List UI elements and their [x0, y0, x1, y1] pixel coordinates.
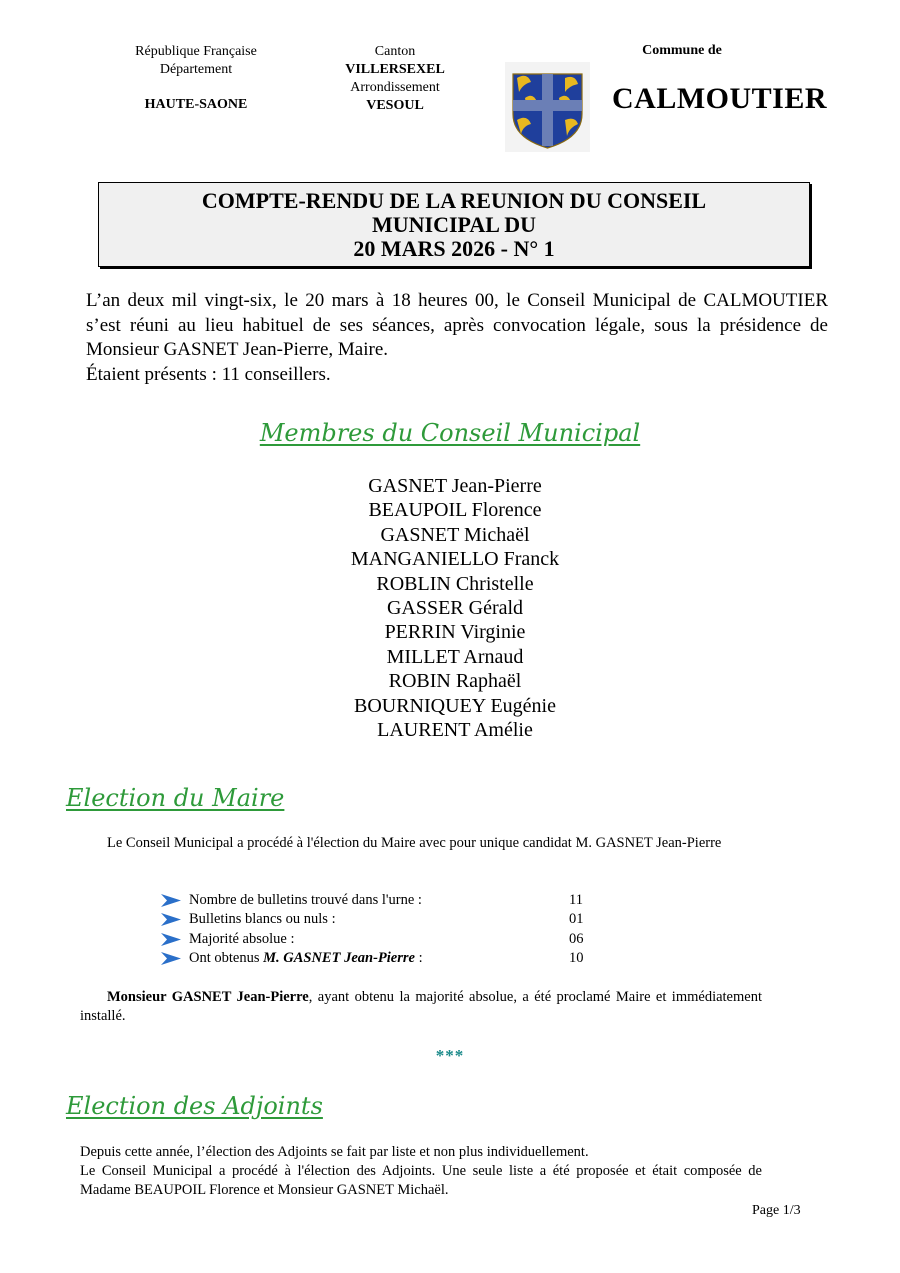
- election-maire-heading: Election du Maire: [66, 784, 285, 812]
- members-list: [0, 474, 900, 742]
- member-item: MANGANIELLO Franck: [350, 548, 560, 571]
- vote-label-suffix: :: [414, 949, 423, 966]
- member-item: LAURENT Amélie: [377, 719, 533, 742]
- header-arrondissement: VESOUL: [366, 98, 424, 113]
- member-item: ROBIN Raphaël: [388, 670, 522, 693]
- header-canton: VILLERSEXEL: [345, 62, 445, 77]
- arrow-bullet-icon: [160, 951, 182, 966]
- election-adjoints-text: [80, 1143, 762, 1200]
- vote-value: 06: [569, 930, 584, 947]
- vote-value: 11: [569, 892, 583, 908]
- header-middle: [325, 43, 465, 115]
- title-line-3: 20 MARS 2026 - N° 1: [353, 236, 555, 261]
- vote-candidate-name: M. GASNET Jean-Pierre: [263, 949, 415, 966]
- vote-label: Bulletins blancs ou nuls :: [189, 911, 336, 928]
- adjoints-line-2: Le Conseil Municipal a procédé à l'élection des Adjoints. Une seule liste a été proposée et était composée de Madame BEAUPOIL Florence et Monsieur GASNET Michaël.: [80, 1163, 762, 1198]
- member-item: GASSER Gérald: [386, 597, 524, 620]
- vote-label: Nombre de bulletins trouvé dans l'urne :: [189, 892, 422, 908]
- election-maire-text: [80, 834, 762, 853]
- vote-label: Majorité absolue :: [189, 930, 295, 947]
- intro-section: [86, 289, 828, 387]
- vote-row: [160, 910, 620, 929]
- adjoints-line-1: Depuis cette année, l’élection des Adjoints se fait par liste et non plus individuellement.: [80, 1144, 589, 1160]
- vote-value: 10: [569, 949, 584, 966]
- member-item: GASNET Jean-Pierre: [368, 475, 542, 497]
- page-number: Page 1/3: [752, 1203, 801, 1218]
- vote-label-prefix: Ont obtenus: [189, 949, 264, 966]
- arrow-bullet-icon: [160, 893, 182, 908]
- title-line-1: COMPTE-RENDU DE LA REUNION DU CONSEIL: [201, 188, 707, 213]
- header-commune-label: Commune de: [642, 43, 722, 58]
- title-line-2: MUNICIPAL DU: [372, 212, 536, 237]
- vote-value: 01: [569, 911, 584, 928]
- header-republique: République Française: [135, 44, 257, 59]
- vote-row: [160, 949, 620, 968]
- member-item: PERRIN Virginie: [384, 621, 526, 644]
- proclamation-text: [80, 988, 762, 1026]
- proclamation-name: Monsieur GASNET Jean-Pierre: [107, 989, 309, 1005]
- arrow-bullet-icon: [160, 932, 182, 947]
- proclamation-rest: , ayant obtenu la majorité absolue, a été proclamé Maire et immédiatement installé.: [80, 989, 762, 1024]
- header-canton-label: Canton: [374, 44, 416, 59]
- section-separator: ***: [435, 1046, 465, 1065]
- arrow-bullet-icon: [160, 912, 182, 927]
- election-maire-paragraph: Le Conseil Municipal a procédé à l'élection du Maire avec pour unique candidat M. GASNET Jean-Pierre: [107, 835, 722, 851]
- coat-of-arms-icon: [505, 62, 590, 152]
- header-departement: HAUTE-SAONE: [144, 97, 248, 112]
- document-title-box: [98, 182, 810, 267]
- header-departement-label: Département: [159, 62, 233, 77]
- vote-results: [160, 891, 620, 968]
- proclamation-paragraph: [80, 988, 762, 1026]
- member-item: MILLET Arnaud: [386, 645, 524, 668]
- vote-row: [160, 891, 620, 910]
- intro-paragraph: L’an deux mil vingt-six, le 20 mars à 18 heures 00, le Conseil Municipal de CALMOUTIER s’est réuni au lieu habituel de ses séances, après convocation légale, sous la présidence de Monsieur GASNET Jean-Pierre, Maire.: [86, 290, 828, 360]
- member-item: BEAUPOIL Florence: [368, 499, 542, 522]
- member-item: ROBLIN Christelle: [376, 572, 534, 595]
- intro-present: Étaient présents : 11 conseillers.: [86, 363, 331, 385]
- member-item: BOURNIQUEY Eugénie: [353, 694, 556, 717]
- election-adjoints-heading: Election des Adjoints: [66, 1092, 323, 1120]
- header-arrondissement-label: Arrondissement: [350, 80, 440, 95]
- member-item: GASNET Michaël: [380, 523, 530, 546]
- vote-label: [189, 949, 423, 968]
- header-commune-name: CALMOUTIER: [612, 82, 828, 115]
- members-heading: Membres du Conseil Municipal: [259, 419, 641, 447]
- vote-row: [160, 930, 620, 949]
- header-left: [116, 43, 276, 114]
